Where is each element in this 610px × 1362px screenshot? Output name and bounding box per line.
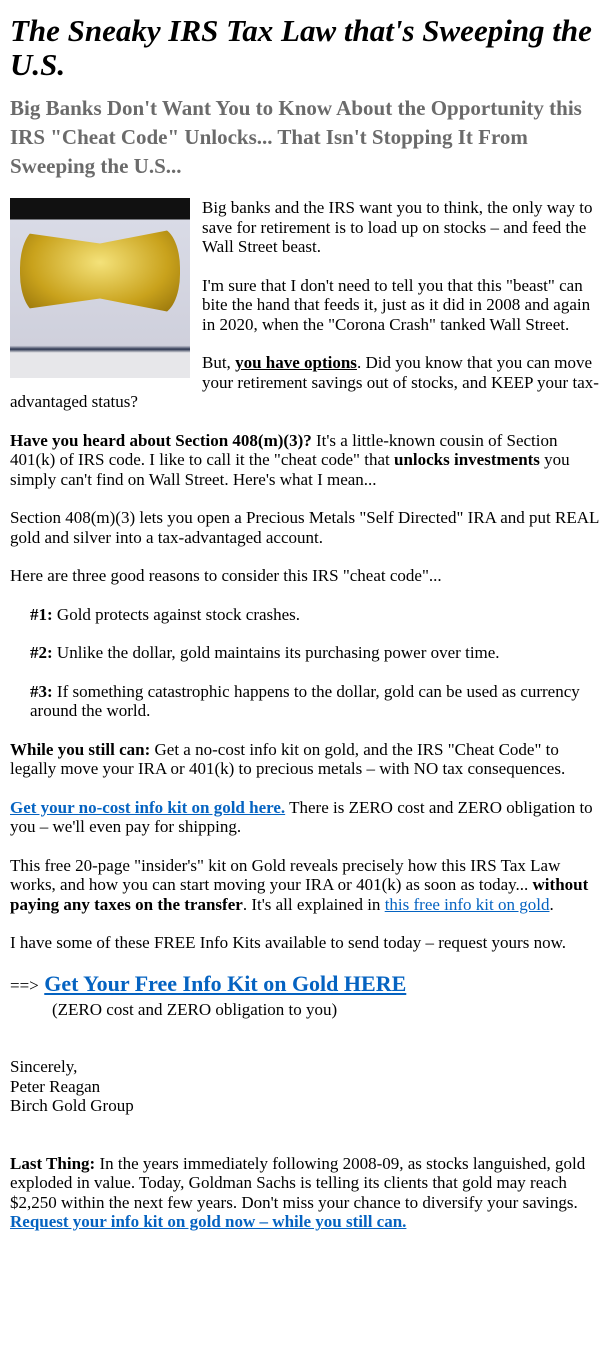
text: Unlike the dollar, gold maintains its purchasing power over time. [52,643,500,662]
options-text: you have options [235,353,357,372]
text: But, [202,353,236,372]
cta [10,972,600,998]
text: . It's all explained in [242,894,385,914]
text: While you still can: [10,739,151,759]
paragraph [10,740,600,779]
text: Last Thing: [10,1153,96,1173]
text: Gold protects against stock crashes. [52,604,301,624]
paragraph: Section 408(m)(3) lets you open a Precious Metals "Self Directed" IRA and put REAL gold and silver into a tax-advantaged account. [10,508,599,547]
paragraph: Big banks and the IRS want you to think, the only way to save for retirement is to load up on stocks – and feed the Wall Street beast. [202,198,593,256]
cta-link[interactable]: Get Your Free Info Kit on Gold HERE [44,970,407,996]
paragraph: I'm sure that I don't need to tell you that this "beast" can bite the hand that feeds it, just as it did in 2008 and again in 2020, when the "Corona Crash" tanked Wall Street. [202,275,591,334]
request-kit-link[interactable]: Request your info kit on gold now – while you still can. [10,1212,407,1231]
text: Birch Gold Group [10,1096,134,1115]
paragraph [10,431,600,490]
text: It's a little-known cousin of Section 401(k) of IRS code. I like to call it the "cheat code" that [10,430,558,469]
paragraph: Here are three good reasons to consider this IRS "cheat code"... [10,566,442,585]
text: If something catastrophic happens to the dollar, gold can be used as currency around the world. [30,681,580,720]
text: . Did you know that you can move your retirement savings out of stocks, and KEEP your tax-advantaged status? [10,353,599,411]
reason-3 [30,682,600,721]
cta-subtext: (ZERO cost and ZERO obligation to you) [52,999,338,1019]
paragraph: I have some of these FREE Info Kits available to send today – request yours now. [10,933,566,952]
text: #2: [30,643,53,662]
text: There is ZERO cost and ZERO obligation to you – we'll even pay for shipping. [10,797,593,836]
text: you simply can't find on Wall Street. Here's what I mean... [10,450,570,489]
signature [10,1057,600,1116]
text: Get a no-cost info kit on gold, and the IRS "Cheat Code" to legally move your IRA or 401(k) to precious metals – with NO tax consequences. [10,739,566,778]
paragraph [10,798,600,837]
text: . [549,894,554,914]
page-title: The Sneaky IRS Tax Law that's Sweeping the U.S. [10,13,592,82]
text: #3: [30,681,53,701]
info-kit-link[interactable]: Get your no-cost info kit on gold here. [10,797,286,817]
reason-1 [30,605,600,625]
text: In the years immediately following 2008-09, as stocks languished, gold exploded in value. Today, Goldman Sachs is telling its clients that gold may reach $2,250 within the next few years. Don't miss your chance to diversify your savings. [10,1153,586,1212]
article [0,14,610,1232]
reason-2 [30,643,600,663]
gold-bar-image [10,198,190,378]
arrow: ==> [10,975,39,995]
paragraph [10,856,600,915]
text: Peter Reagan [10,1076,101,1096]
text: #1: [30,604,53,624]
free-kit-link[interactable]: this free info kit on gold [384,894,550,914]
text: Have you heard about Section 408(m)(3)? [10,430,312,450]
text: This free 20-page "insider's" kit on Gold reveals precisely how this IRS Tax Law works, and how you can start moving your IRA or 401(k) as soon as today... [10,855,561,894]
text: Sincerely, [10,1057,78,1076]
text: unlocks investments [393,450,540,469]
text: without paying any taxes on the transfer [10,875,589,914]
paragraph [10,1154,600,1232]
subtitle: Big Banks Don't Want You to Know About the Opportunity this IRS "Cheat Code" Unlocks... That Isn't Stopping It From Sweeping the U.S... [10,96,582,178]
